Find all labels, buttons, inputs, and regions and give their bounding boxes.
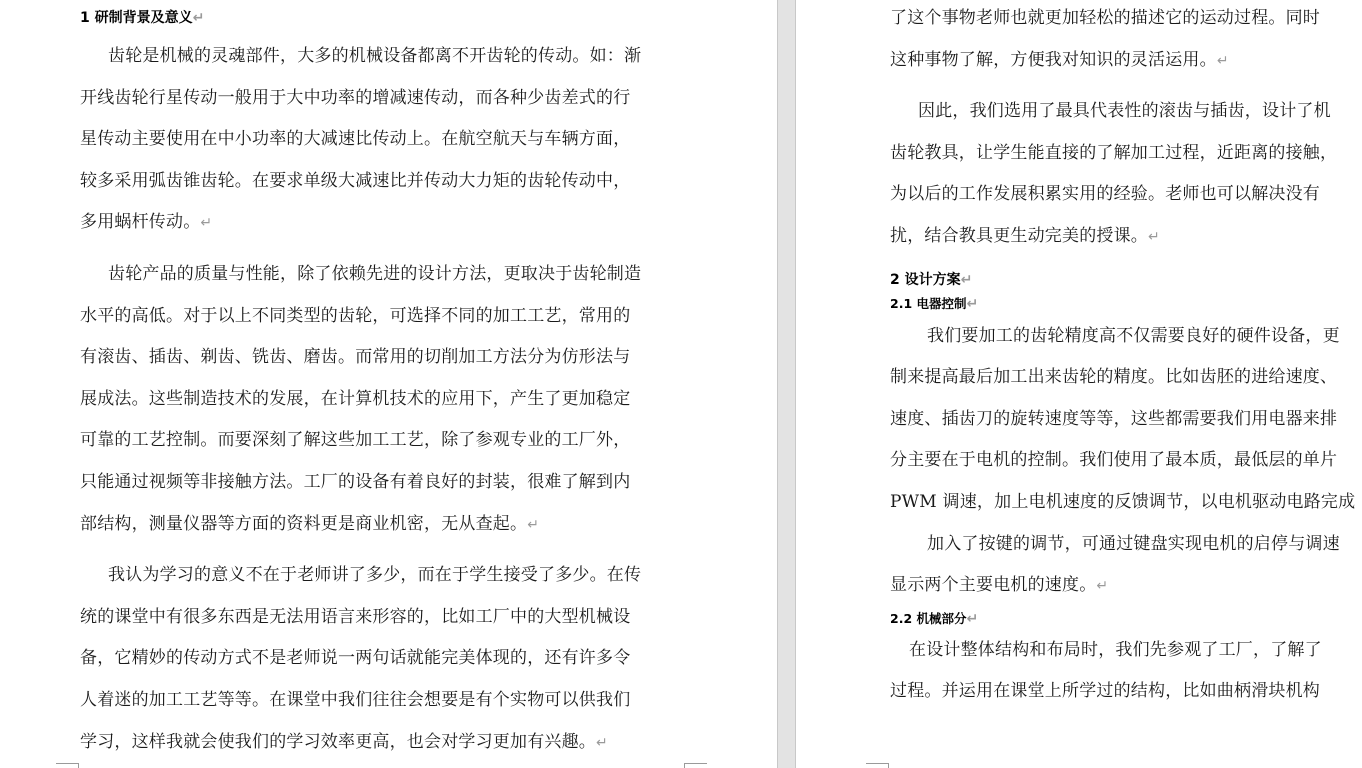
page-corner-mark [866, 763, 889, 768]
text-line: 分主要在于电机的控制。我们使用了最本质，最低层的单片 [890, 450, 1338, 471]
text-line: 过程。并运用在课堂上所学过的结构，比如曲柄滑块机构 [890, 681, 1320, 702]
text-line: 我认为学习的意义不在于老师讲了多少，而在于学生接受了多少。在传 [108, 565, 642, 586]
subsection-heading-2-2[interactable]: 2.2 机械部分↵ [890, 610, 979, 627]
page-content[interactable] [890, 0, 1362, 713]
text-line: 只能通过视频等非接触方法。工厂的设备有着良好的封装，很难了解到内 [80, 471, 631, 492]
paragraph[interactable] [80, 36, 687, 244]
text-line: 人着迷的加工工艺等等。在课堂中我们往往会想要是有个实物可以供我们 [80, 689, 631, 710]
text-line: 统的课堂中有很多东西是无法用语言来形容的，比如工厂中的大型机械设 [80, 606, 631, 627]
text-line: 齿轮产品的质量与性能，除了依赖先进的设计方法，更取决于齿轮制造 [108, 263, 642, 284]
page-corner-mark [56, 763, 79, 768]
text-line: 展成法。这些制造技术的发展，在计算机技术的应用下，产生了更加稳定 [80, 388, 631, 409]
paragraph[interactable] [890, 316, 1362, 524]
text-line: 齿轮教具，让学生能直接的了解加工过程，近距离的接触， [890, 142, 1338, 163]
paragraph[interactable] [80, 254, 687, 545]
text-line: 开线齿轮行星传动一般用于大中功率的增减速传动，而各种少齿差式的行 [80, 87, 631, 108]
paragraph[interactable] [80, 555, 687, 763]
paragraph-mark: ↵ [1096, 578, 1109, 595]
page-corner-mark [684, 763, 707, 768]
paragraph[interactable] [890, 630, 1362, 713]
text-line: 扰，结合教具更生动完美的授课。↵ [890, 225, 1160, 246]
paragraph-mark: ↵ [527, 516, 540, 533]
document-page-right[interactable] [795, 0, 1362, 768]
text-line: 速度、插齿刀的旋转速度等等，这些都需要我们用电器来排 [890, 408, 1338, 429]
text-line: 加入了按键的调节，可通过键盘实现电机的启停与调速 [927, 533, 1340, 554]
text-line: 星传动主要使用在中小功率的大减速比传动上。在航空航天与车辆方面， [80, 129, 631, 150]
text-line: PWM 调速，加上电机速度的反馈调节，以电机驱动电路完成 [890, 491, 1356, 512]
text-line: 多用蜗杆传动。↵ [80, 212, 213, 233]
text-line: 了这个事物老师也就更加轻松的描述它的运动过程。同时 [890, 8, 1320, 28]
paragraph[interactable] [890, 0, 1362, 81]
paragraph-mark: ↵ [1216, 52, 1229, 69]
paragraph[interactable] [890, 91, 1362, 257]
text-line: 这种事物了解，方便我对知识的灵活运用。↵ [890, 49, 1229, 70]
section-heading-1[interactable]: 1 研制背景及意义↵ [80, 10, 205, 26]
text-line: 制来提高最后加工出来齿轮的精度。比如齿胚的进给速度、 [890, 367, 1338, 388]
section-heading-2[interactable]: 2 设计方案↵ [890, 271, 973, 288]
paragraph-mark: ↵ [966, 610, 979, 627]
text-line: 在设计整体结构和布局时，我们先参观了工厂，了解了 [909, 639, 1322, 660]
text-line: 学习，这样我就会使我们的学习效率更高，也会对学习更加有兴趣。↵ [80, 731, 608, 752]
text-line: 备，它精妙的传动方式不是老师说一两句话就能完美体现的，还有许多令 [80, 648, 631, 669]
text-line: 为以后的工作发展积累实用的经验。老师也可以解决没有 [890, 184, 1320, 205]
paragraph-mark: ↵ [1148, 228, 1160, 245]
subsection-heading-2-1[interactable]: 2.1 电器控制↵ [890, 295, 979, 312]
page-gap [778, 0, 795, 768]
paragraph[interactable] [890, 524, 1362, 607]
page-content[interactable] [80, 6, 687, 763]
paragraph-mark: ↵ [960, 271, 973, 288]
text-line: 可靠的工艺控制。而要深刻了解这些加工工艺，除了参观专业的工厂外， [80, 430, 631, 451]
text-line: 因此，我们选用了最具代表性的滚齿与插齿，设计了机 [918, 101, 1331, 122]
text-line: 部结构，测量仪器等方面的资料更是商业机密，无从查起。↵ [80, 513, 540, 534]
text-line: 有滚齿、插齿、剃齿、铣齿、磨齿。而常用的切削加工方法分为仿形法与 [80, 347, 631, 368]
text-line: 水平的高低。对于以上不同类型的齿轮，可选择不同的加工工艺，常用的 [80, 305, 631, 326]
text-line: 显示两个主要电机的速度。↵ [890, 575, 1109, 596]
paragraph-mark: ↵ [200, 215, 213, 232]
paragraph-mark: ↵ [596, 734, 608, 751]
paragraph-mark: ↵ [192, 10, 205, 26]
text-line: 齿轮是机械的灵魂部件，大多的机械设备都离不开齿轮的传动。如：渐 [108, 46, 642, 66]
text-line: 较多采用弧齿锥齿轮。在要求单级大减速比并传动大力矩的齿轮传动中， [80, 170, 631, 191]
text-line: 我们要加工的齿轮精度高不仅需要良好的硬件设备，更 [927, 325, 1340, 346]
paragraph-mark: ↵ [966, 295, 979, 312]
